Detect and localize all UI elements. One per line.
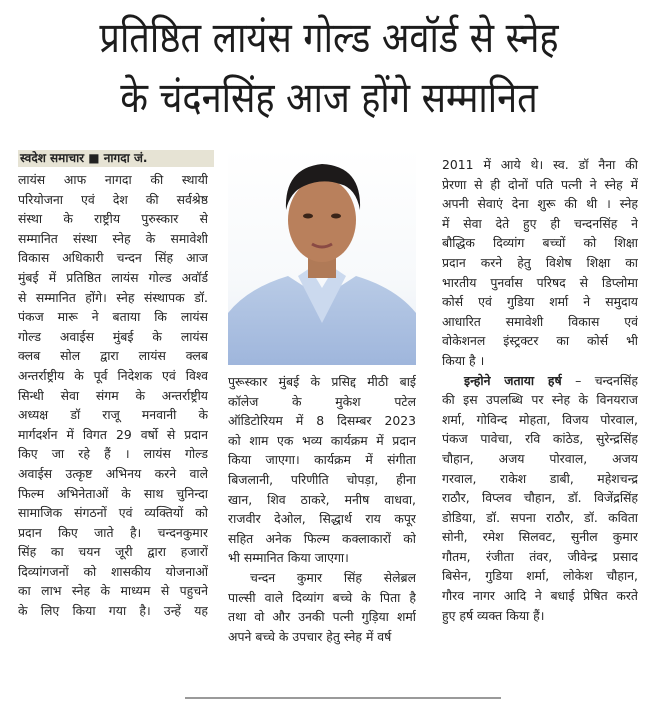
text-line: गरवाल, राकेश डाबी, महेशचन्द्र — [442, 470, 638, 486]
column-3-text — [442, 155, 638, 371]
text-line: राजवीर देओल, सिद्धार्थ राय कपूर — [228, 511, 416, 527]
column-3-section-text — [442, 390, 638, 625]
text-line: दिव्यांगजनों को शासकीय योजनाओं — [18, 563, 208, 579]
text-line: संस्था के राष्ट्रीय पुरुस्कार से — [18, 211, 208, 227]
text-line: अवाईस उत्कृष्ट अभिनय करने वाले — [18, 465, 208, 481]
text-line: सोनी, रमेश सिलवट, सुनील कुमार — [442, 529, 638, 545]
section-heading-line — [442, 371, 638, 391]
text-line: लायंस आफ नागदा की स्थायी — [18, 172, 208, 187]
text-line: प्रेरणा से ही दोनों पति पत्नी ने स्नेह में — [442, 176, 638, 192]
text-line: हुए हर्ष व्यक्त किया हैं। — [442, 607, 545, 623]
text-line: किया जाएगा। कार्यक्रम में संगीता — [228, 452, 416, 468]
bottom-rule — [185, 697, 501, 699]
text-line: प्रदान किए जाते है। चन्दनकुमार — [18, 524, 208, 540]
text-line: राठौर, विप्लव चौहान, डॉ. विजेंद्रसिंह — [442, 490, 638, 506]
text-line: अध्यक्ष डॉ राजू मनवानी के — [18, 407, 208, 423]
person-portrait-icon — [228, 148, 416, 365]
text-line: क्लब सोल द्वारा लायंस क्लब — [18, 348, 208, 364]
article-column-1 — [18, 150, 208, 621]
text-line: से सम्मानित होंगे। स्नेह संस्थापक डॉ. — [18, 289, 208, 305]
text-line: की इस उपलब्धि पर स्नेह के विनयराज — [442, 392, 638, 408]
text-line: किया है । — [442, 352, 485, 368]
text-line: डोडिया, डॉ. सपना राठौर, डॉ. कविता — [442, 509, 638, 525]
article-column-3 — [442, 155, 638, 625]
text-line: आधारित समावेशी विकास एवं — [442, 313, 638, 329]
text-line: बिजलानी, परिणीति चोपड़ा, हीना — [228, 471, 416, 487]
text-line: सम्मानित संस्था स्नेह के समावेशी — [18, 230, 208, 246]
text-line: पंकज पावेचा, रवि कांठेड, सुरेन्द्रसिंह — [442, 431, 638, 447]
section-heading-rest: – चन्दनसिंह — [561, 372, 638, 388]
text-line: सिंह का चयन जूरी द्वारा हजारों — [18, 544, 208, 560]
text-line: वोकेशनल इंस्ट्रक्टर का कोर्स भी — [442, 333, 638, 349]
text-line: गोल्ड अवाईस मुंबई के लायंस — [18, 328, 208, 344]
text-line: बौद्धिक दिव्यांग बच्चों को शिक्षा — [442, 235, 638, 251]
headline-line-1: प्रतिष्ठित लायंस गोल्ड अवॉर्ड से स्नेह — [99, 13, 559, 62]
text-line: विकास अधिकारी चन्दन सिंह आज — [18, 250, 208, 266]
text-line: किए जा रहे हैं । लायंस गोल्ड — [18, 446, 208, 462]
text-line: कॉलेज के मुकेश पटेल — [228, 393, 416, 409]
text-line: चन्दन कुमार सिंह सेलेब्रल — [250, 569, 416, 585]
text-line: कोर्स एवं गुडिया शर्मा ने समुदाय — [442, 294, 638, 310]
article-column-2 — [228, 372, 416, 646]
text-line: अन्तर्राष्ट्रीय के पूर्व निदेशक एवं विश्व — [18, 367, 208, 383]
text-line: के लिए किया गया है। उन्हें यह — [18, 603, 208, 619]
text-line: ऑडिटोरियम में 8 दिसम्बर 2023 — [228, 413, 416, 429]
text-line: मार्गदर्शन में विगत 29 वर्षो से प्रदान — [18, 426, 208, 442]
text-line: प्रदान करने हेतु विशेष शिक्षा का — [442, 254, 638, 270]
text-line: सिन्धी सेवा संगम के अन्तर्राष्ट्रीय — [18, 387, 208, 403]
text-line: भारतीय पुनर्वास परिषद से डिप्लोमा — [442, 274, 638, 290]
text-line: भी सम्मानित किया जाएगा। — [228, 550, 349, 566]
headline-line-2: के चंदनसिंह आज होंगे सम्मानित — [120, 73, 538, 122]
text-line: में सेवा देते हुए ही चन्दनसिंह ने — [442, 215, 638, 231]
text-line: का लाभ स्नेह के माध्यम से पहुचने — [18, 583, 208, 599]
section-heading: इन्होने जताया हर्ष — [464, 372, 562, 388]
text-line: अपने बच्चे के उपचार हेतु स्नेह में वर्ष — [228, 628, 392, 644]
text-line: फिल्म अभिनेताओं के साथ चुनिन्दा — [18, 485, 208, 501]
column-1-text — [18, 170, 208, 621]
text-line: मुंबई में प्रतिष्ठित लायंस गोल्ड अवॉर्ड — [18, 269, 208, 285]
text-line: बिसेन, गुडिया शर्मा, लोकेश चौहान, — [442, 568, 638, 584]
text-line: शर्मा, गोविन्द मोहता, विजय पोरवाल, — [442, 411, 638, 427]
text-line: सामाजिक संगठनों एवं व्यक्तियों को — [18, 505, 208, 521]
text-line: 2011 में आये थे। स्व. डॉ नैना की — [442, 157, 638, 172]
text-line: तथा वो और उनकी पत्नी गुड़िया शर्मा — [228, 609, 416, 625]
text-line: को शाम एक भव्य कार्यक्रम में प्रदान — [228, 432, 416, 448]
text-line: पुरूस्कार मुंबई के प्रसिद्द मीठी बाई — [228, 374, 416, 389]
text-line: खान, शिव ठाकरे, मनीष वाधवा, — [228, 491, 416, 507]
text-line: पंकज मारू ने बताया कि लायंस — [18, 309, 208, 325]
text-line: सहित अनेक फिल्म कक्लाकारों को — [228, 530, 416, 546]
text-line: पाल्सी वाले दिव्यांग बच्चे के पिता है — [228, 589, 416, 605]
text-line: अपनी सेवाएं देना शुरू की थी । स्नेह — [442, 196, 638, 212]
text-line: गौरव नागर आदि ने बधाई प्रेषित करते — [442, 588, 638, 604]
portrait-photo — [228, 148, 416, 365]
text-line: परियोजना एवं देश की सर्वश्रेष्ठ — [18, 191, 208, 207]
dateline: स्वदेश समाचार ■ नागदा जं. — [18, 150, 214, 167]
text-line: गौतम, रंजीता तंवर, जीवेन्द्र प्रसाद — [442, 548, 638, 564]
column-2-text — [228, 372, 416, 646]
text-line: चौहान, अजय पोरवाल, अजय — [442, 450, 638, 466]
